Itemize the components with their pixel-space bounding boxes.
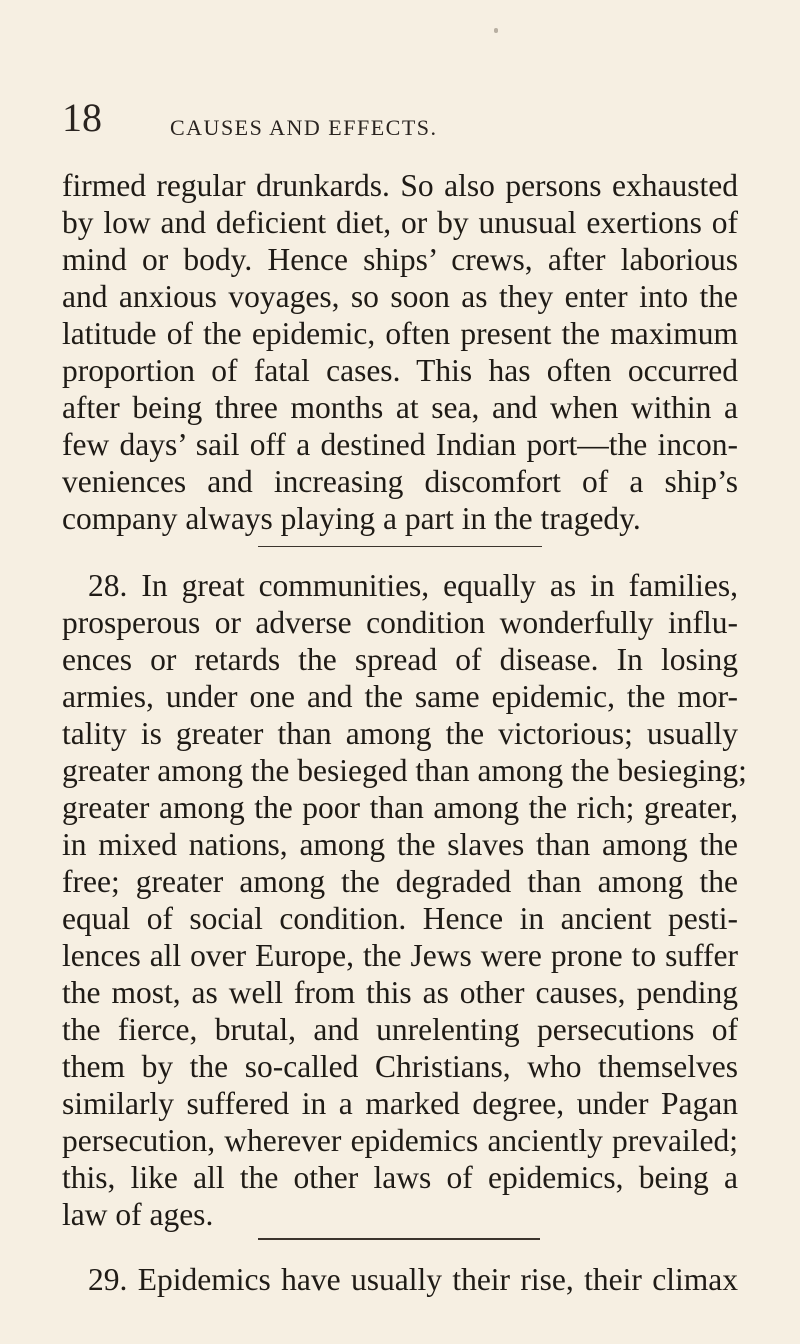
text-line: prosperous or adverse condition wonderfully influ- — [62, 605, 738, 640]
text-line: firmed regular drunkards. So also persons exhausted — [62, 168, 738, 203]
text-line: few days’ sail off a destined Indian port—the incon- — [62, 427, 738, 462]
text-line: greater among the poor than among the rich; greater, — [62, 790, 738, 825]
text-line: after being three months at sea, and when within a — [62, 390, 738, 425]
text-line: the fierce, brutal, and unrelenting persecutions of — [62, 1012, 738, 1047]
section-divider — [258, 546, 542, 547]
text-line: mind or body. Hence ships’ crews, after laborious — [62, 242, 738, 277]
text-line: free; greater among the degraded than among the — [62, 864, 738, 899]
text-line: and anxious voyages, so soon as they enter into the — [62, 279, 738, 314]
text-line: proportion of fatal cases. This has often occurred — [62, 353, 738, 388]
text-line: by low and deficient diet, or by unusual exertions of — [62, 205, 738, 240]
text-line: equal of social condition. Hence in ancient pesti- — [62, 901, 738, 936]
text-line: latitude of the epidemic, often present the maximum — [62, 316, 738, 351]
text-line: this, like all the other laws of epidemics, being a — [62, 1160, 738, 1195]
text-line: them by the so-called Christians, who themselves — [62, 1049, 738, 1084]
text-line: in mixed nations, among the slaves than among the — [62, 827, 738, 862]
text-line: the most, as well from this as other causes, pending — [62, 975, 738, 1010]
text-line: lences all over Europe, the Jews were prone to suffer — [62, 938, 738, 973]
text-line: tality is greater than among the victorious; usually — [62, 716, 738, 751]
text-line: veniences and increasing discomfort of a ship’s — [62, 464, 738, 499]
text-line: persecution, wherever epidemics anciently prevailed; — [62, 1123, 738, 1158]
section-divider — [258, 1238, 540, 1240]
print-speck — [494, 28, 498, 33]
page-number: 18 — [62, 95, 102, 140]
text-line: greater among the besieged than among the besieging; — [62, 753, 747, 788]
text-line: 28. In great communities, equally as in families, — [88, 568, 738, 603]
text-line: ences or retards the spread of disease. In losing — [62, 642, 738, 677]
running-title: CAUSES AND EFFECTS. — [170, 115, 438, 140]
text-line: company always playing a part in the tragedy. — [62, 501, 641, 536]
text-line: armies, under one and the same epidemic, the mor- — [62, 679, 738, 714]
text-line: 29. Epidemics have usually their rise, their climax — [88, 1262, 738, 1297]
text-line: law of ages. — [62, 1197, 214, 1232]
text-line: similarly suffered in a marked degree, under Pagan — [62, 1086, 738, 1121]
